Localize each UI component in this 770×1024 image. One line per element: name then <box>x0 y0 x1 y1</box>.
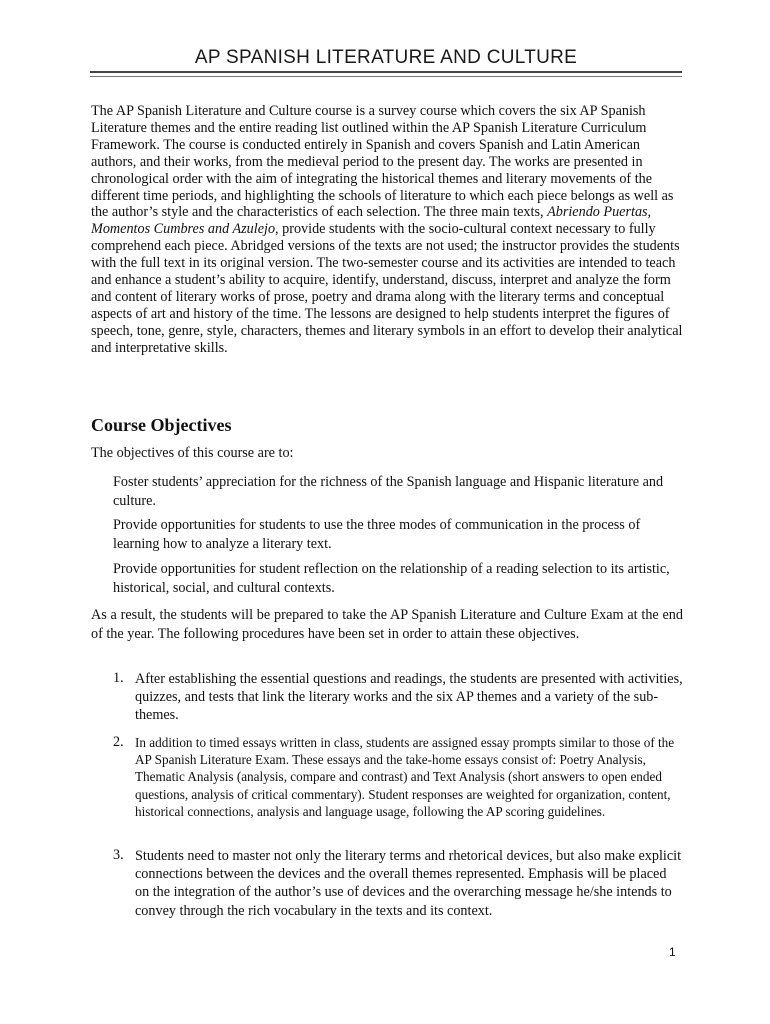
intro-book-titles: Abriendo Puertas, Momentos Cumbres and Azulejo <box>91 204 652 238</box>
procedure-text: In addition to timed essays written in class, students are assigned essay prompts similar to those of the AP Spanish Literature Exam. These essays and the take-home essays consist of: Poetry Analysis, Thematic Analysis (analysis, compare and contrast) and Text Analysis (short answers to open ended questions, analysis of critical commentary). Student responses are weighted for organization, content, historical connections, analysis and language usage, following the AP scoring guidelines. <box>135 735 675 819</box>
objectives-intro: The objectives of this course are to: <box>91 445 294 461</box>
page-title: AP SPANISH LITERATURE AND CULTURE <box>194 47 578 68</box>
procedure-number: 1. <box>113 670 124 686</box>
section-heading-course-objectives: Course Objectives <box>91 415 232 435</box>
page-number: 1 <box>669 945 676 959</box>
procedure-number: 3. <box>113 847 124 863</box>
objective-item: Provide opportunities for student reflection on the relationship of a reading selection to its artistic, historical, social, and cultural contexts. <box>113 561 670 596</box>
procedure-text: After establishing the essential questions and readings, the students are presented with activities, quizzes, and tests that link the literary works and the six AP themes and a variety of the sub-themes. <box>135 671 683 724</box>
objective-item: Provide opportunities for students to use the three modes of communication in the process of learning how to analyze a literary text. <box>113 517 641 552</box>
objective-item: Foster students’ appreciation for the richness of the Spanish language and Hispanic literature and culture. <box>113 474 664 509</box>
title-underline <box>90 71 682 77</box>
intro-paragraph <box>91 103 683 357</box>
result-paragraph: As a result, the students will be prepared to take the AP Spanish Literature and Culture Exam at the end of the year. The following procedures have been set in order to attain these objectives. <box>91 607 683 642</box>
procedure-number: 2. <box>113 734 124 750</box>
intro-text-part1: The AP Spanish Literature and Culture course is a survey course which covers the six AP Spanish Literature themes and the entire reading list outlined within the AP Spanish Literature Curriculum Framework. The course is conducted entirely in Spanish and covers Spanish and Latin American authors, and their works, from the medieval period to the present day. The works are presented in chronological order with the aim of integrating the historical themes and literary movements of the different time periods, and highlighting the schools of literature to which each piece belongs as well as the author’s style and the characteristics of each selection. The three main texts, <box>91 103 674 221</box>
procedure-text: Students need to master not only the literary terms and rhetorical devices, but also make explicit connections between the devices and the overall themes represented. Emphasis will be placed on the integration of the author’s use of devices and the overarching message he/she intends to convey through the rich vocabulary in the texts and its context. <box>135 848 682 919</box>
intro-text-part2: , provide students with the socio-cultural context necessary to fully comprehend each piece. Abridged versions of the texts are not used; the instructor provides the students with the full text in its original version. The two-semester course and its activities are intended to teach and enhance a student’s ability to acquire, identify, understand, discuss, interpret and analyze the form and content of literary works of prose, poetry and drama along with the literary terms and conceptual aspects of art and history of the time. The lessons are designed to help students interpret the figures of speech, tone, genre, style, characters, themes and literary symbols in an effort to develop their analytical and interpretative skills. <box>91 221 683 356</box>
